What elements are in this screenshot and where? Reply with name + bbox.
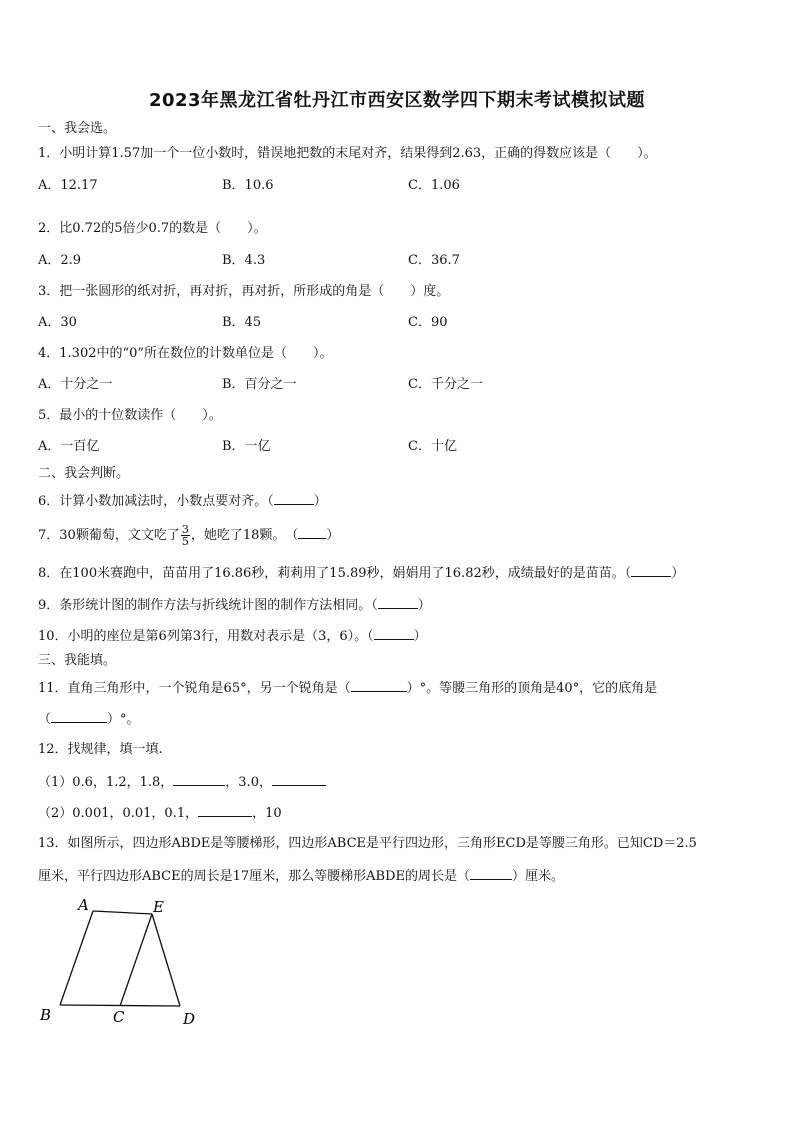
answer-blank[interactable] [374, 626, 414, 640]
question-12-part-1: （1）0.6，1.2，1.8， ，3.0， [38, 772, 326, 792]
question-5: 5．最小的十位数读作（ ）。 [38, 408, 222, 423]
question-11-line-1: 11．直角三角形中，一个锐角是65°，另一个锐角是（ ）°。等腰三角形的顶角是40°，它的底角是 [38, 678, 657, 698]
q5-option-c: C．十亿 [408, 439, 457, 454]
question-4: 4．1.302中的“0”所在数位的计数单位是（ ）。 [38, 346, 333, 361]
answer-blank[interactable] [631, 563, 671, 577]
question-6: 6．计算小数加减法时，小数点要对齐。（ ） [38, 491, 327, 511]
q4-option-c: C．千分之一 [408, 377, 483, 392]
edge-ae [93, 911, 152, 914]
q2-option-b: B．4.3 [222, 253, 266, 268]
question-1: 1．小明计算1.57加一个一位小数时，错误地把数的末尾对齐，结果得到2.63，正确的得数应该是（ ）。 [38, 146, 657, 161]
q3-option-b: B．45 [222, 315, 262, 330]
question-11-line-2: （ ）°。 [38, 709, 140, 729]
q2-option-a: A．2.9 [38, 253, 82, 268]
section-heading-judge: 二、我会判断。 [38, 466, 130, 481]
question-2: 2．比0.72的5倍少0.7的数是（ ）。 [38, 221, 267, 236]
question-6-text: 6．计算小数加减法时，小数点要对齐。（ [38, 494, 274, 509]
trapezoid-figure [30, 890, 220, 1040]
q5-option-a: A．一百亿 [38, 439, 100, 454]
q1-option-c: C．1.06 [408, 178, 460, 193]
section-heading-fill: 三、我能填。 [38, 653, 117, 668]
answer-blank[interactable] [274, 491, 314, 505]
answer-blank[interactable] [378, 595, 418, 609]
answer-blank[interactable] [298, 525, 326, 539]
question-3: 3．把一张圆形的纸对折，再对折，再对折，所形成的角是（ ）度。 [38, 284, 450, 299]
question-12: 12．找规律，填一填. [38, 742, 163, 757]
answer-blank[interactable] [51, 709, 107, 723]
answer-blank[interactable] [351, 678, 407, 692]
label-e: E [153, 898, 164, 916]
q5-option-b: B．一亿 [222, 439, 271, 454]
question-9: 9．条形统计图的制作方法与折线统计图的制作方法相同。（ ） [38, 595, 431, 615]
answer-blank[interactable] [470, 866, 512, 880]
q3-option-a: A．30 [38, 315, 77, 330]
q1-option-b: B．10.6 [222, 178, 274, 193]
q4-option-b: B．百分之一 [222, 377, 297, 392]
q1-option-a: A．12.17 [38, 178, 98, 193]
page-title: 2023年黑龙江省牡丹江市西安区数学四下期末考试模拟试题 [148, 90, 646, 111]
label-c: C [113, 1008, 125, 1026]
question-12-part-2: （2）0.001，0.01，0.1， ，10 [38, 803, 282, 823]
edge-ab [60, 911, 93, 1005]
question-13-line-2: 厘米，平行四边形ABCE的周长是17厘米，那么等腰梯形ABDE的周长是（ ）厘米。 [38, 866, 564, 886]
question-10: 10．小明的座位是第6列第3行，用数对表示是（3，6）。（ ） [38, 626, 427, 646]
label-a: A [78, 896, 89, 914]
label-d: D [183, 1010, 196, 1028]
question-13-line-1: 13．如图所示，四边形ABDE是等腰梯形，四边形ABCE是平行四边形，三角形ECD是等腰三角形。已知CD＝2.5 [38, 836, 697, 851]
q4-option-a: A．十分之一 [38, 377, 113, 392]
answer-blank[interactable] [272, 772, 326, 786]
question-7: 7．30颗葡萄，文文吃了 $\frac{3}{5}$ ，她吃了18颗。 （ ） [38, 523, 340, 548]
edge-ed [152, 914, 180, 1006]
question-8: 8．在100米赛跑中，苗苗用了16.86秒，莉莉用了15.89秒，娟娟用了16.82秒，成绩最好的是苗苗。（ ） [38, 563, 684, 583]
answer-blank[interactable] [198, 803, 252, 817]
label-b: B [40, 1006, 52, 1024]
edge-ec [120, 914, 152, 1006]
q3-option-c: C．90 [408, 315, 448, 330]
q2-option-c: C．36.7 [408, 253, 460, 268]
section-heading-choose: 一、我会选。 [38, 121, 117, 136]
fraction: $\frac{3}{5}$ [181, 523, 189, 548]
answer-blank[interactable] [173, 772, 225, 786]
